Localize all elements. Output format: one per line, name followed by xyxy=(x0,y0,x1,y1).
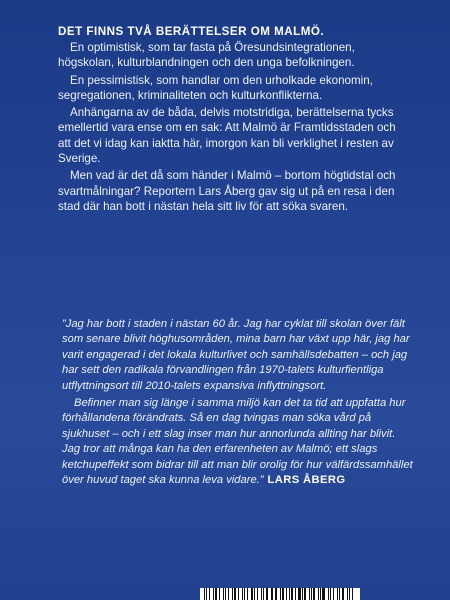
blurb-paragraph-4: Men vad är det då som händer i Malmö – bortom högtidstal och svartmålningar? Reportern Lars Åberg gav sig ut på en resa i den stad där han bott i nästan hela sitt liv för att söka svaren. xyxy=(58,169,396,213)
barcode-stripe xyxy=(244,588,246,600)
barcode-stripe xyxy=(320,588,321,600)
barcode-stripe xyxy=(232,588,234,600)
barcode-stripe xyxy=(339,588,340,600)
barcode-stripe xyxy=(271,588,272,600)
barcode-stripe xyxy=(234,588,236,600)
barcode-stripe xyxy=(209,588,210,600)
blurb-heading: DET FINNS TVÅ BERÄTTELSER OM MALMÖ. xyxy=(58,25,325,38)
barcode-stripe xyxy=(337,588,339,600)
barcode-stripe xyxy=(257,588,258,600)
quote-author: LARS ÅBERG xyxy=(267,474,346,487)
blurb-paragraph-1: En optimistisk, som tar fasta på Öresundsintegrationen, högskolan, kulturblandningen och den unga befolkningen. xyxy=(58,41,355,70)
barcode-stripe xyxy=(342,588,344,600)
barcode xyxy=(200,588,360,600)
barcode-stripe xyxy=(304,588,306,600)
barcode-stripe xyxy=(289,588,290,600)
barcode-stripe xyxy=(352,588,354,600)
barcode-stripe xyxy=(347,588,348,600)
barcode-stripe xyxy=(286,588,287,600)
barcode-stripe xyxy=(228,588,229,600)
barcode-stripe xyxy=(330,588,331,600)
barcode-stripe xyxy=(280,588,281,600)
barcode-stripe xyxy=(349,588,350,600)
quote-paragraph-2-text: Befinner man sig länge i samma miljö kan det ta tid att uppfatta hur förhållandena förändrats. Så en dag tvingas man söka vård på sjukhuset – och i ett slag inser man hur annorlunda allting har blivit. Jag tror att många kan ha den erfarenheten av Malmö; ett slags ketchupeffekt som bidrar till att man blir orolig för hur välfärdssamhället över huvud taget ska kunna leva vidare.” xyxy=(62,397,413,487)
barcode-stripe xyxy=(328,588,330,600)
barcode-stripe xyxy=(263,588,264,600)
barcode-stripe xyxy=(266,588,268,600)
blurb-paragraph-2: En pessimistisk, som handlar om den urholkade ekonomin, segregationen, kriminaliteten och kulturkonflikterna. xyxy=(58,73,373,102)
barcode-stripe xyxy=(238,588,239,600)
quote-paragraph-1: ”Jag har bott i staden i nästan 60 år. Jag har cyklat till skolan över fält som senare blivit höghusområden, mina barn har växt upp här, jag har varit engagerad i det lokala kulturlivet och samhällsdebatten – och jag har sett den radikala förvandlingen från 1970-talets kulturfientliga utflyttningsort till 2010-talets expansiva inflyttningsort. xyxy=(62,318,410,392)
barcode-stripe xyxy=(251,588,253,600)
barcode-stripe xyxy=(213,588,214,600)
author-quote xyxy=(62,317,414,488)
blurb-section xyxy=(58,24,408,214)
barcode-stripe xyxy=(333,588,334,600)
barcode-stripe xyxy=(254,588,255,600)
barcode-stripe xyxy=(206,588,208,600)
barcode-stripe xyxy=(219,588,220,600)
quote-paragraph-2 xyxy=(62,396,414,488)
barcode-stripe xyxy=(309,588,310,600)
barcode-stripe xyxy=(282,588,284,600)
barcode-stripe xyxy=(298,588,300,600)
barcode-stripe xyxy=(313,588,315,600)
blurb-paragraph-3: Anhängarna av de båda, delvis motstridiga, berättelserna tycks emellertid vara ense om en sak: Att Malmö är Framtidsstaden och att det vi idag kan iaktta här, imorgon kan bli verklighet i resten av Sverige. xyxy=(58,106,396,166)
barcode-stripe xyxy=(291,588,293,600)
barcode-stripe xyxy=(242,588,243,600)
barcode-stripe xyxy=(275,588,277,600)
barcode-stripe xyxy=(302,588,303,600)
barcode-stripe xyxy=(204,588,205,600)
barcode-stripe xyxy=(311,588,312,600)
barcode-stripe xyxy=(272,588,273,600)
barcode-stripe xyxy=(223,588,225,600)
barcode-stripe xyxy=(322,588,324,600)
barcode-stripe xyxy=(261,588,263,600)
barcode-stripe xyxy=(247,588,248,600)
barcode-stripe xyxy=(318,588,319,600)
barcode-stripe xyxy=(295,588,296,600)
barcode-stripe xyxy=(215,588,217,600)
barcode-stripe xyxy=(225,588,226,600)
